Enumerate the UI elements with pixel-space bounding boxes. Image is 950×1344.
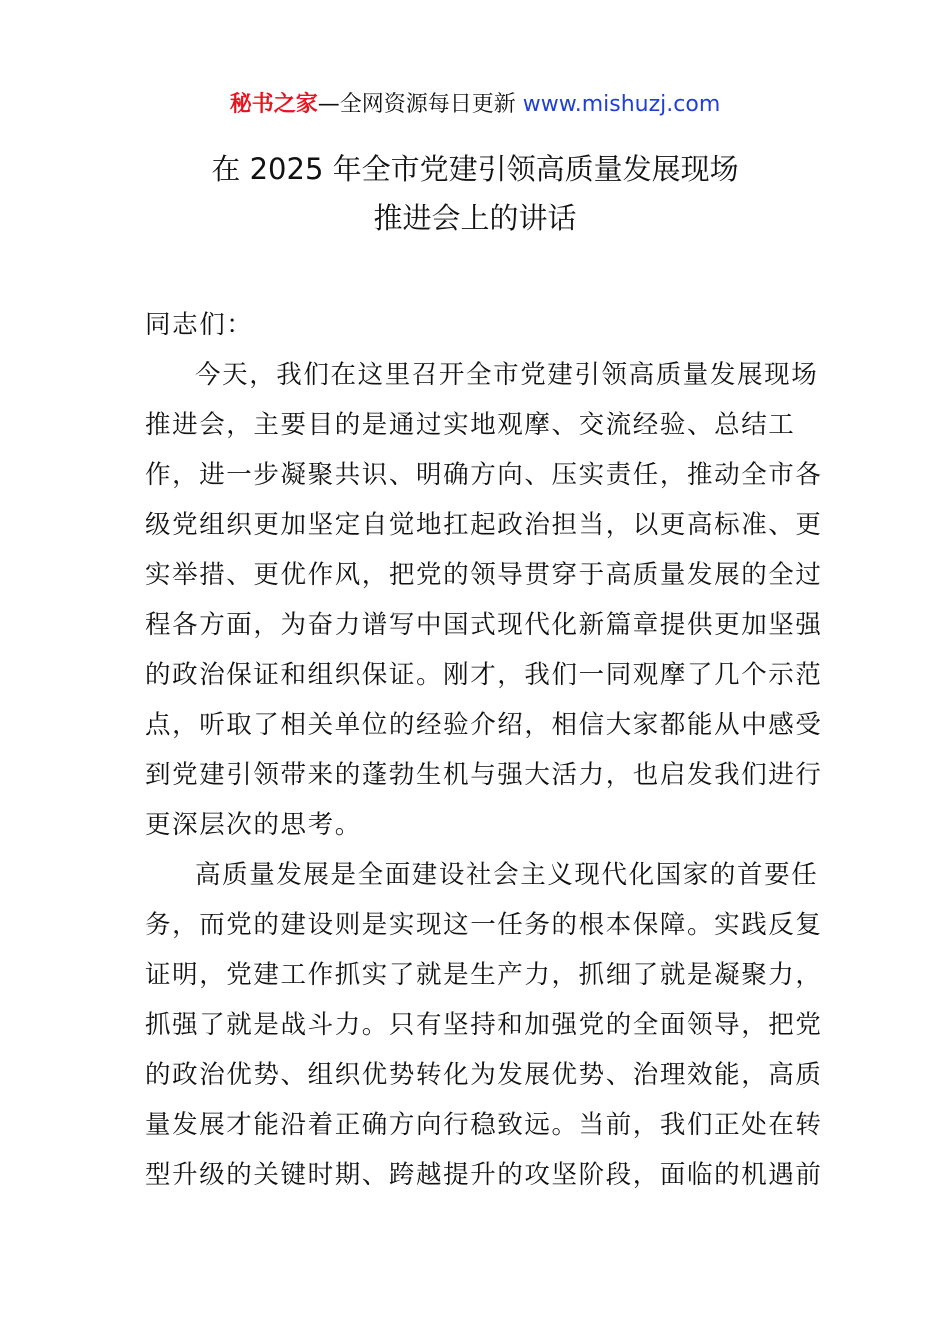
paragraph-line: 点，听取了相关单位的经验介绍，相信大家都能从中感受: [145, 710, 823, 740]
paragraph-line: 程各方面，为奋力谱写中国式现代化新篇章提供更加坚强: [145, 610, 823, 640]
paragraph-line: 的政治优势、组织优势转化为发展优势、治理效能，高质: [145, 1060, 823, 1090]
paragraph-line: 的政治保证和组织保证。刚才，我们一同观摩了几个示范: [145, 660, 823, 690]
paragraph-line: 型升级的关键时期、跨越提升的攻坚阶段，面临的机遇前: [145, 1160, 823, 1190]
paragraph-line: 实举措、更优作风，把党的领导贯穿于高质量发展的全过: [145, 560, 823, 590]
document-title-line-1: 在 2025 年全市党建引领高质量发展现场: [211, 152, 739, 186]
header-slogan: —全网资源每日更新: [317, 92, 523, 117]
paragraph-2: [145, 850, 823, 1200]
paragraph-line: 今天，我们在这里召开全市党建引领高质量发展现场: [195, 360, 819, 390]
document-body: [145, 300, 823, 1200]
document-title-line-2: 推进会上的讲话: [373, 201, 577, 235]
paragraph-line: 推进会，主要目的是通过实地观摩、交流经验、总结工: [145, 410, 796, 440]
site-url-link[interactable]: www.mishuzj.com: [522, 92, 721, 117]
paragraph-1: [145, 350, 823, 850]
salutation: 同志们：: [145, 310, 254, 340]
paragraph-line: 更深层次的思考。: [145, 810, 362, 840]
paragraph-line: 级党组织更加坚定自觉地扛起政治担当，以更高标准、更: [145, 510, 823, 540]
paragraph-line: 务，而党的建设则是实现这一任务的根本保障。实践反复: [145, 910, 823, 940]
paragraph-line: 量发展才能沿着正确方向行稳致远。当前，我们正处在转: [145, 1110, 823, 1140]
paragraph-line: 作，进一步凝聚共识、明确方向、压实责任，推动全市各: [145, 460, 823, 490]
paragraph-line: 高质量发展是全面建设社会主义现代化国家的首要任: [195, 860, 819, 890]
site-header: [0, 88, 950, 122]
paragraph-line: 抓强了就是战斗力。只有坚持和加强党的全面领导，把党: [145, 1010, 823, 1040]
paragraph-line: 证明，党建工作抓实了就是生产力，抓细了就是凝聚力，: [145, 960, 823, 990]
brand-name: 秘书之家: [229, 92, 318, 117]
paragraph-line: 到党建引领带来的蓬勃生机与强大活力，也启发我们进行: [145, 760, 823, 790]
